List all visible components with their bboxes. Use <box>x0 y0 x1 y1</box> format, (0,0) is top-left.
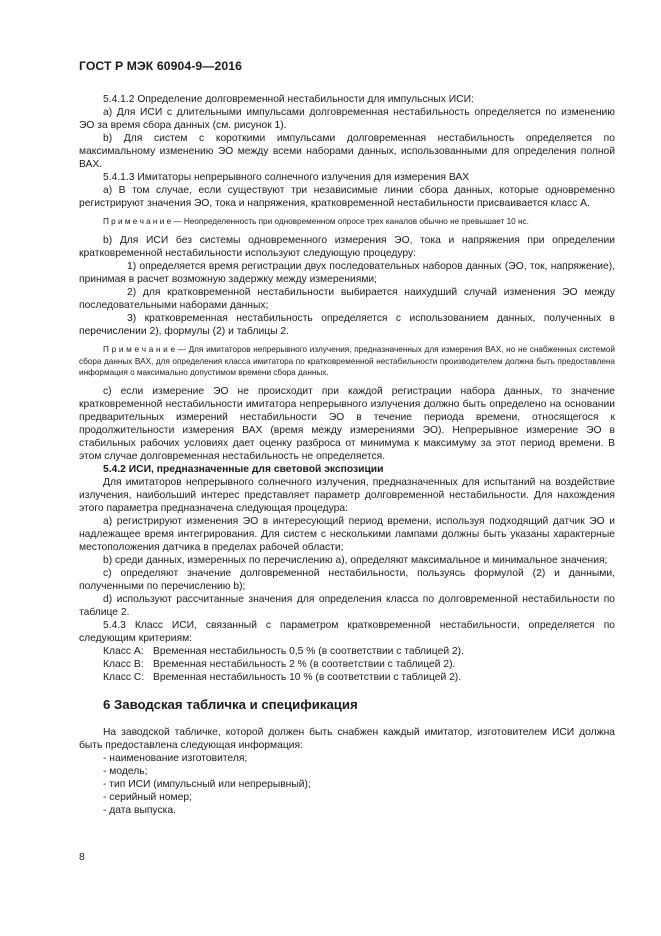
clause-5-4-2-heading: 5.4.2 ИСИ, предназначенные для световой экспозиции <box>103 464 384 476</box>
procedure-step-1: 1) определяется время регистрации двух последовательных наборов данных (ЭО, ток, напряжение), принимая в расчет возможную задержку между измерениями; <box>79 260 615 285</box>
section-6-intro: На заводской табличке, которой должен быть снабжен каждый имитатор, изготовителем ИСИ должна быть предоставлена следующая информация: <box>79 727 615 752</box>
procedure-item-d: d) используют рассчитанные значения для определения класса по долговременной нестабильности по таблице 2. <box>79 594 615 619</box>
procedure-item-a: a) регистрируют изменения ЭО в интересующий период времени, используя подходящий датчик ЭО и надлежащее время интегрирования. Для систем с несколькими лампами должны быть указаны характерные местоположения датчика в пределах рабочей области; <box>79 516 615 554</box>
section-6-heading: 6 Заводская табличка и спецификация <box>103 697 358 713</box>
clause-item-a: a) В том случае, если существуют три независимые линии сбора данных, которые одновременно регистрируют значения ЭО, тока и напряжения, кратковременной нестабильности присваивается класс A. <box>79 185 615 209</box>
list-item: - наименование изготовителя; <box>103 753 248 765</box>
class-label: Класс C: <box>103 672 145 684</box>
class-criterion <box>79 645 615 658</box>
class-label: Класс A: <box>103 646 144 658</box>
procedure-step-2: 2) для кратковременной нестабильности выбирается наихудший случай изменения ЭО между последовательными наборами данных; <box>79 286 615 311</box>
list-item: - модель; <box>103 766 148 778</box>
note-paragraph: П р и м е ч а н и е — Неопределенность при одновременном опросе трех каналов обычно не превышает 10 нс. <box>103 217 529 226</box>
clause-item-b: b) Для систем с короткими импульсами долговременная нестабильность определяется по максимальному изменению ЭО между всеми наборами данных, использованными для определения полной ВАХ. <box>79 133 615 170</box>
procedure-step-3: 3) кратковременная нестабильность определяется с использованием данных, полученных в перечислении 2), формулы (2) и таблицы 2. <box>79 312 615 337</box>
clause-item-c: c) если измерение ЭО не происходит при каждой регистрации набора данных, то значение кратковременной нестабильности имитатора непрерывного излучения должно быть определено на основании предварительных измерений нестабильности ЭО в течение периода времени, относящегося к продолжительности измерения ВАХ (время между измерениями ЭО). Непрерывное измерение ЭО в стабильных рабочих условиях дает оценку разброса от минимума к максимуму за этот период времени. В этом случае долговременная нестабильность не определяется. <box>79 386 615 463</box>
clause-item-b: b) Для ИСИ без системы одновременного измерения ЭО, тока и напряжения при определении кратковременной нестабильности используют следующую процедуру: <box>79 234 615 259</box>
procedure-item-c: c) определяют значение долговременной нестабильности, пользуясь формулой (2) и данными, полученными по перечислению b); <box>79 568 615 593</box>
clause-5-4-1-2: 5.4.1.2 Определение долговременной нестабильности для импульсных ИСИ: <box>103 94 474 105</box>
list-item: - тип ИСИ (импульсный или непрерывный); <box>103 779 311 791</box>
class-text: Временная нестабильность 2 % (в соответствии с таблицей 2). <box>153 659 456 671</box>
clause-5-4-2-intro: Для имитаторов непрерывного солнечного излучения, предназначенных для испытаний на воздействие излучения, наибольший интерес представляет параметр долговременной нестабильности. Для нахождения этого параметра предназначена следующая процедура: <box>79 477 615 515</box>
page-number: 8 <box>79 852 85 863</box>
note-paragraph: П р и м е ч а н и е — Для имитаторов непрерывного излучения, предназначенных для измерения ВАХ, но не снабженных системой сбора данных ВАХ, для определения класса имитатора по кратковременной нестабильности производителем должна быть предоставлена информация о максимально допустимом времени сбора данных. <box>79 344 615 378</box>
list-item: - серийный номер; <box>103 792 192 804</box>
clause-5-4-1-3: 5.4.1.3 Имитаторы непрерывного солнечного излучения для измерения ВАХ <box>103 172 470 183</box>
class-label: Класс B: <box>103 659 144 671</box>
list-item: - дата выпуска. <box>103 805 176 817</box>
class-criterion <box>79 671 615 684</box>
procedure-item-b: b) среди данных, измеренных по перечислению a), определяют максимальное и минимальное значения; <box>103 555 608 567</box>
class-text: Временная нестабильность 0,5 % (в соответствии с таблицей 2). <box>153 646 464 658</box>
clause-5-4-3: 5.4.3 Класс ИСИ, связанный с параметром кратковременной нестабильности, определяется по следующим критериям: <box>79 620 615 645</box>
document-body <box>79 93 615 817</box>
clause-item-a: a) Для ИСИ с длительными импульсами долговременная нестабильность определяется по изменению ЭО за время сбора данных (см. рисунок 1). <box>79 107 615 131</box>
class-criterion <box>79 658 615 671</box>
class-text: Временная нестабильность 10 % (в соответствии с таблицей 2). <box>153 672 462 684</box>
document-header: ГОСТ Р МЭК 60904-9—2016 <box>79 59 243 73</box>
